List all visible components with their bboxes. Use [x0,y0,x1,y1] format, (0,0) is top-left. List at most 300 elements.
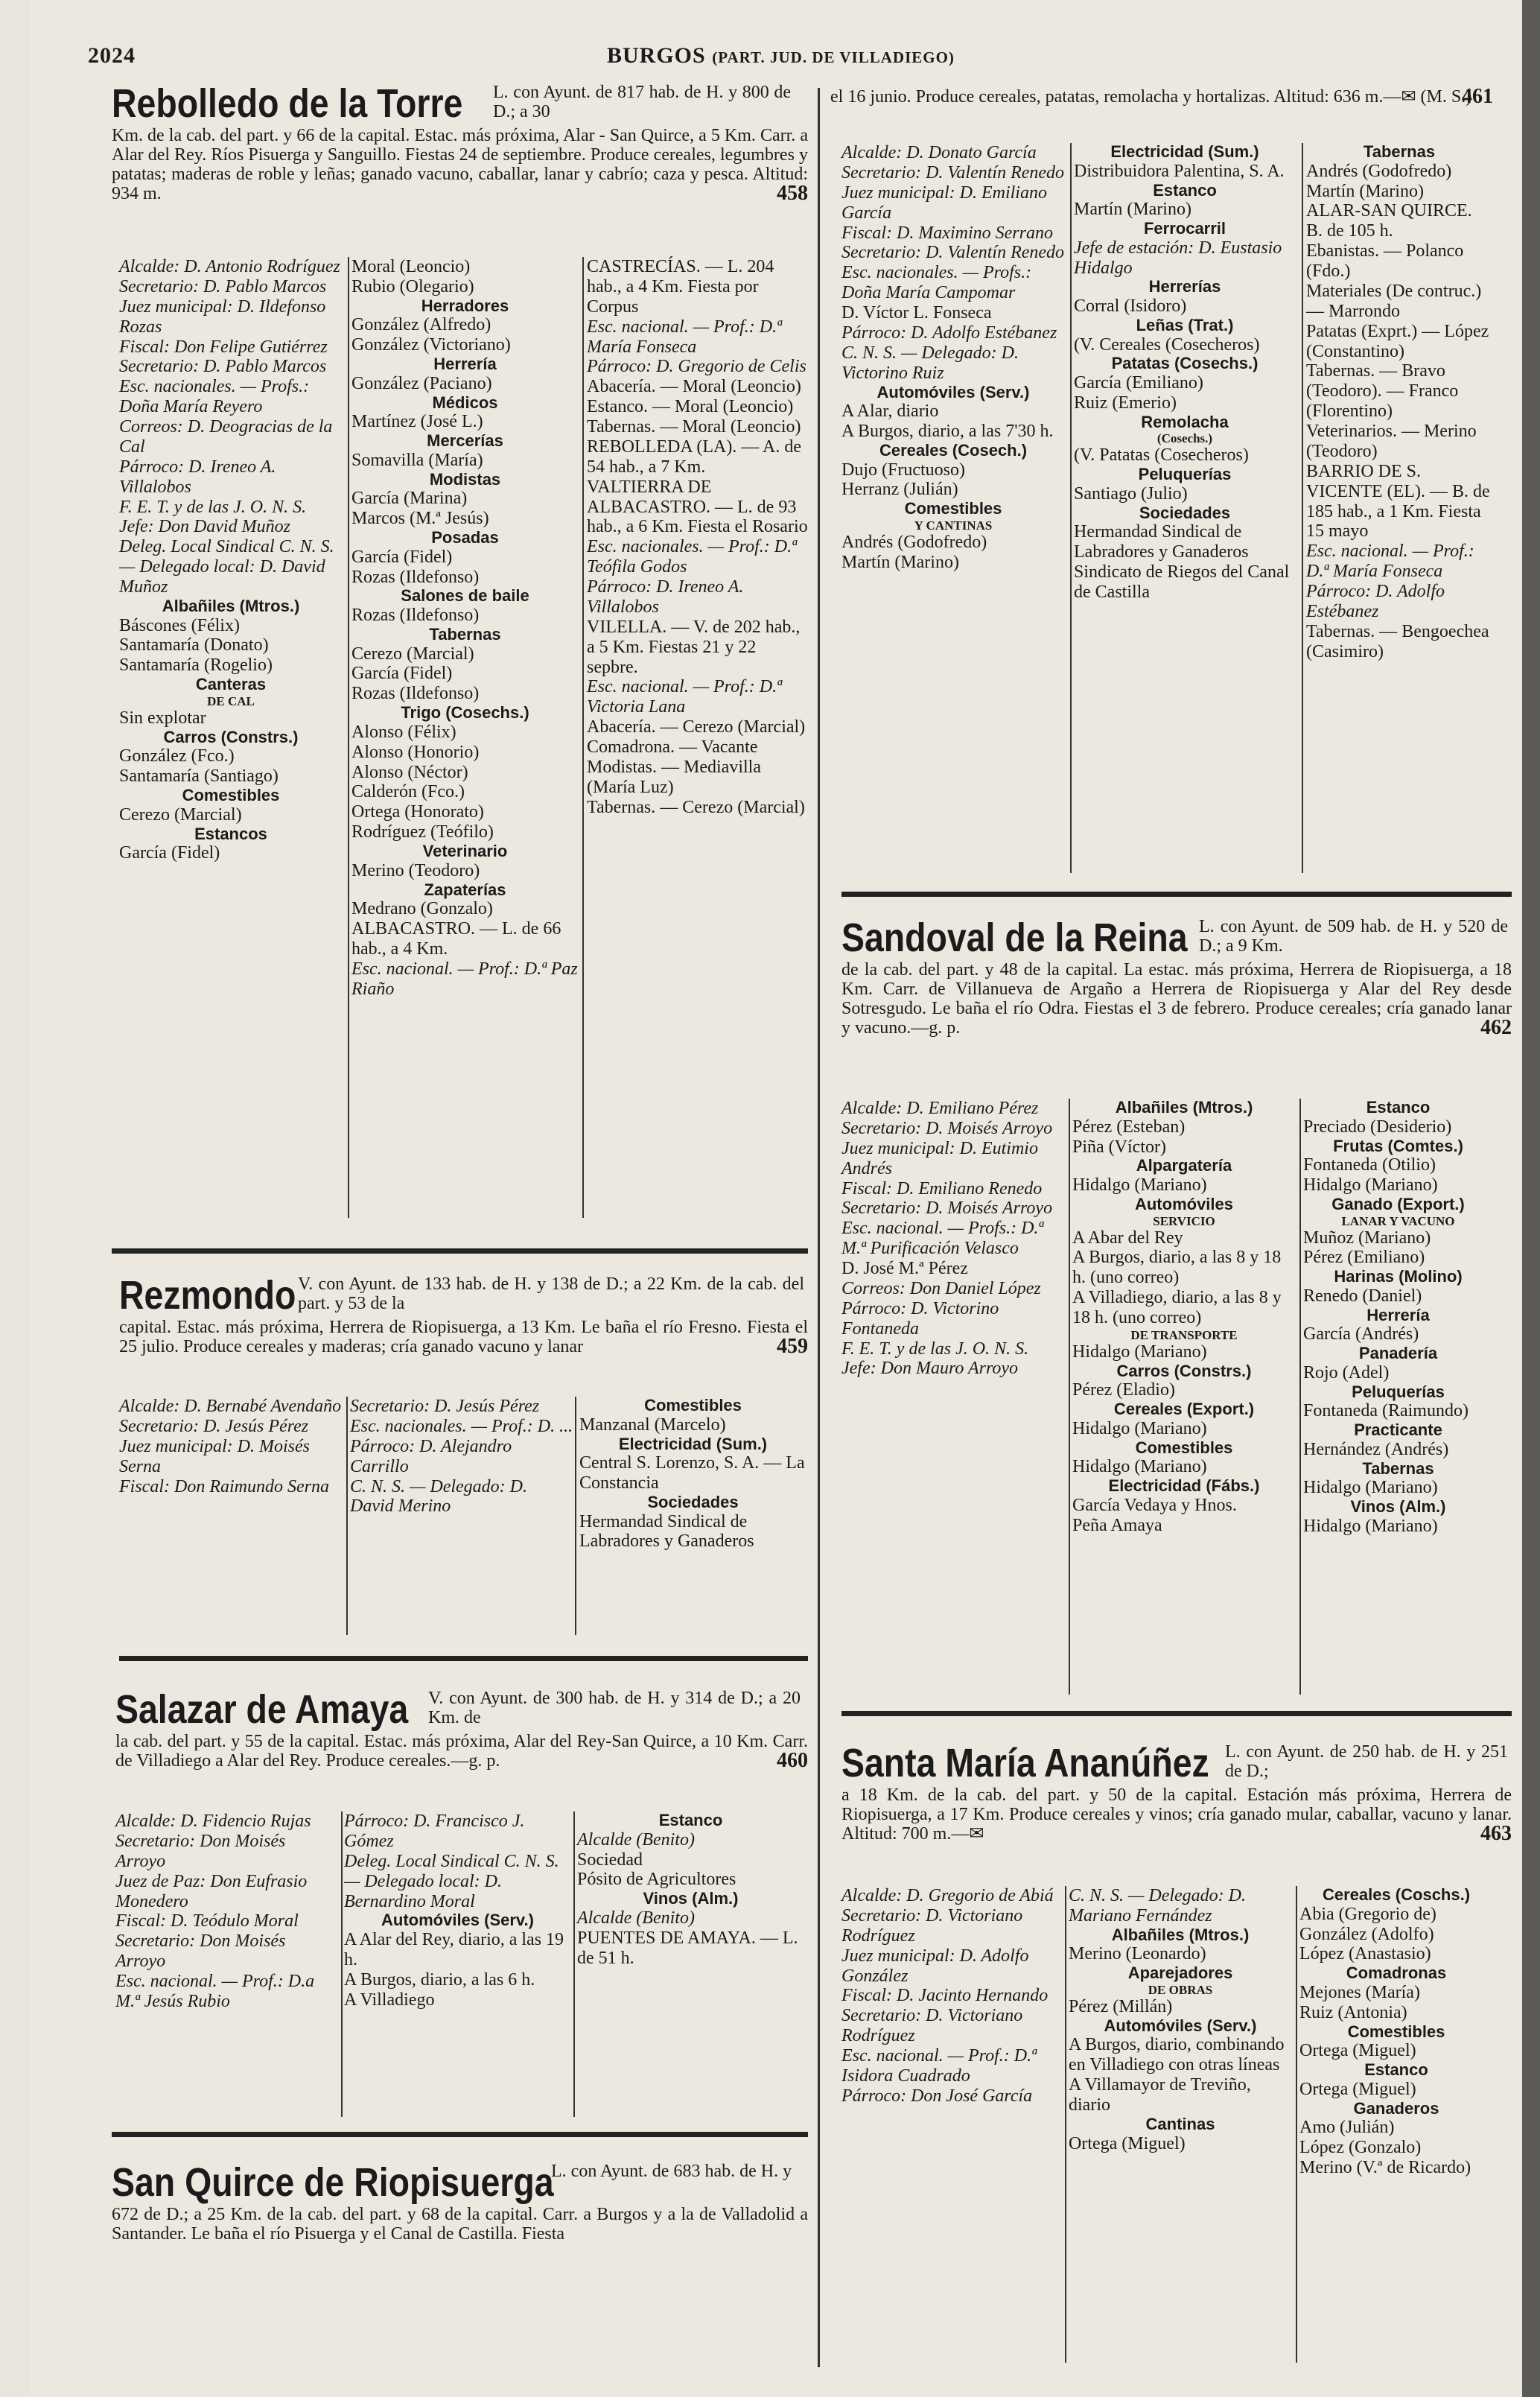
directory-line: Comadrona. — Vacante [587,737,758,757]
directory-line: Juez municipal: D. Moisés Serna [119,1436,310,1476]
directory-line: Carros (Constrs.) [163,727,299,746]
san-quirce-localities-column [1306,143,1492,662]
directory-line: Esc. nacionales. — Profs.: Doña María Reyero [119,377,310,417]
section-rule [841,1711,1512,1716]
directory-line: Preciado (Desiderio) [1303,1117,1452,1137]
directory-line: Peluquerías [1138,465,1232,484]
directory-line: Juez de Paz: Don Eufrasio Monedero [115,1871,308,1911]
directory-line: Martín (Marino) [1074,200,1191,220]
directory-line: Alonso (Néctor) [351,762,468,782]
directory-line: Párroco: D. Adolfo Estébanez [1306,582,1445,621]
directory-line: Tabernas [1363,142,1436,161]
directory-line: Párroco: D. Ireneo A. Villalobos [119,457,276,497]
directory-line: Comestibles [644,1396,742,1415]
rebolledo-officials-column [119,257,343,863]
directory-line: Veterinario [422,842,508,860]
directory-line: Aparejadores [1127,1963,1233,1983]
column-divider [1070,143,1072,873]
sandoval-trades-column-2 [1303,1099,1493,1537]
directory-line: Esc. nacional. — Prof.: D.ª Paz Riaño [351,959,578,999]
directory-line: Hidalgo (Mariano) [1072,1418,1207,1438]
directory-line: Esc. nacional. — Profs.: D.ª M.ª Purificación Velasco [841,1219,1044,1259]
directory-line: Electricidad (Fábs.) [1108,1476,1260,1496]
directory-line: Martínez (José L.) [351,412,483,432]
directory-line: Esc. nacionales. — Profs.: Doña María Campomar [841,263,1032,303]
directory-line: Estancos [194,824,267,843]
directory-line: Báscones (Félix) [119,615,240,635]
directory-line: Párroco: D. Ireneo A. Villalobos [587,577,744,617]
directory-line: Tabernas. — Moral (Leoncio) [587,417,801,436]
directory-line: A Villamayor de Treviño, diario [1069,2075,1251,2115]
directory-line: Rozas (Ildefonso) [351,606,480,625]
directory-line: Estanco [1153,180,1217,200]
entry-sandoval [841,915,1512,1040]
directory-line: (V. Cereales (Cosecheros) [1074,334,1260,355]
directory-line: Dujo (Fructuoso) [841,460,965,480]
directory-line: Estanco [1366,1098,1431,1117]
directory-line: Herrerías [1148,277,1221,296]
directory-line: Salones de baile [401,586,529,606]
directory-line: García Vedaya y Hnos. [1072,1495,1237,1515]
directory-line: Materiales (De contruc.) — Marrondo [1306,281,1482,321]
directory-line: Secretario: D. Pablo Marcos [119,357,327,377]
directory-line: Zapaterías [424,880,506,899]
directory-line: Rozas (Ildefonso) [351,567,480,587]
directory-line: A Villadiego [344,1990,435,2010]
directory-line: Hidalgo (Mariano) [1072,1175,1207,1195]
directory-line: Vinos (Alm.) [643,1889,739,1908]
directory-line: Sociedades [647,1492,739,1511]
entry-san-quirce-continued [830,84,1493,109]
directory-line: Automóviles (Serv.) [876,382,1030,401]
directory-line: Ganaderos [1353,2098,1439,2118]
directory-line: Marcos (M.ª Jesús) [351,509,489,529]
directory-line: Automóviles (Serv.) [381,1911,534,1930]
section-rule [112,1248,808,1254]
directory-line: Hidalgo (Mariano) [1303,1175,1438,1195]
directory-line: Ortega (Miguel) [1299,2079,1416,2099]
directory-line: Pósito de Agricultores [577,1870,736,1890]
directory-line: Secretario: Don Moisés Arroyo [115,1831,286,1871]
directory-line: Rozas (Ildefonso) [351,684,480,704]
directory-line: D. Víctor L. Fonseca [841,303,992,323]
directory-line: Alcalde: D. Gregorio de Abiá [841,1886,1054,1905]
directory-line: Fiscal: D. Jacinto Hernando [841,1986,1049,2006]
directory-line: Martín (Marino) [841,552,959,572]
salazar-officials-column [115,1812,339,2012]
rezmondo-services-column [350,1397,573,1517]
entry-number: 459 [777,1334,808,1358]
page-edge [1522,0,1540,2397]
section-rule [112,2132,808,2137]
rebolledo-trades-column [351,257,579,1000]
directory-line: Merino (Teodoro) [351,860,480,880]
directory-line: Mejones (María) [1299,1982,1420,2002]
directory-line: Párroco: Don José García [841,2086,1033,2106]
directory-line: VILELLA. — V. de 202 hab., a 5 Km. Fiestas 21 y 22 sepbre. [587,617,801,677]
column-divider [582,257,584,1218]
directory-line: Distribuidora Palentina, S. A. [1074,161,1285,181]
directory-line: A Villadiego, diario, a las 8 y 18 h. (uno correo) [1072,1288,1282,1328]
directory-line: F. E. T. y de las J. O. N. S. [119,497,307,517]
directory-line: Andrés (Godofredo) [1306,161,1452,181]
directory-line: Correos: D. Deogracias de la Cal [119,417,333,457]
column-divider [348,257,349,1218]
directory-line: Fiscal: D. Emiliano Renedo [841,1178,1043,1198]
column-divider [1069,1099,1070,1695]
directory-line: González (Fco.) [119,746,235,766]
directory-line: Piña (Víctor) [1072,1137,1166,1157]
directory-line: Deleg. Local Sindical C. N. S. — Delegado local: D. Bernardino Moral [344,1851,559,1911]
directory-line: A Burgos, diario, a las 7'30 h. [841,422,1054,441]
directory-line: Peluquerías [1352,1382,1445,1401]
directory-line: Herrería [1366,1305,1430,1324]
directory-line: Jefe: Don Mauro Arroyo [841,1359,1019,1379]
directory-line: Fiscal: D. Maximino Serrano [841,223,1053,243]
directory-line: Albañiles (Mtros.) [162,596,300,615]
directory-line: Automóviles [1134,1194,1234,1213]
directory-line: González (Paciano) [351,373,492,393]
directory-line: Médicos [432,393,498,412]
directory-line: Pérez (Esteban) [1072,1117,1186,1137]
directory-line: D. José M.ª Pérez [841,1259,968,1278]
directory-line: García (Emiliano) [1074,373,1203,393]
directory-line: Electricidad (Sum.) [618,1434,768,1453]
sandoval-trades-column [1072,1099,1296,1536]
directory-line: Sociedades [1139,503,1231,522]
directory-line: Sindicato de Riegos del Canal de Castilla [1074,562,1290,603]
directory-line: Secretario: D. Pablo Marcos [119,276,327,296]
directory-line: Secretario: D. Valentín Renedo [841,162,1065,182]
directory-line: Esc. nacionales. — Prof.: D.ª Teófila Godos [587,537,797,577]
directory-line: Trigo (Cosechs.) [401,703,529,723]
directory-line: DE OBRAS [1148,1982,1213,1997]
directory-line: Moral (Leoncio) [351,257,471,276]
directory-line: Secretario: D. Valentín Renedo [841,243,1065,263]
entry-description-lead: L. con Ayunt. de 250 hab. de H. y 251 de D.; [1225,1742,1508,1781]
entry-santa-maria [841,1743,1512,1846]
directory-line: A Abar del Rey [1072,1228,1183,1248]
directory-line: Ebanistas. — Polanco (Fdo.) [1306,241,1464,281]
directory-line: Juez municipal: D. Eutimio Andrés [841,1138,1038,1178]
entry-number: 462 [1480,1015,1512,1039]
entry-description: 672 de D.; a 25 Km. de la cab. del part. y 68 de la capital. Carr. a Burgos y a la de Valladolid a Santander. Le baña el río Pisuerga y el Canal de Castilla. Fiesta [112,2205,808,2244]
directory-line: Vinos (Alm.) [1350,1497,1446,1517]
directory-line: C. N. S. — Delegado: D. Victorino Ruiz [841,343,1019,383]
district-name: (PART. JUD. DE VILLADIEGO) [712,48,955,66]
directory-line: Herradores [421,296,509,315]
directory-line: Alcalde: D. Emiliano Pérez [841,1099,1039,1118]
directory-line: Pérez (Millán) [1069,1996,1173,2016]
directory-line: Rojo (Adel) [1303,1362,1390,1382]
column-divider [341,1812,343,2117]
directory-line: A Alar del Rey, diario, a las 19 h. [344,1930,564,1969]
entry-number: 458 [777,181,808,205]
directory-line: Sociedad [577,1850,643,1870]
directory-line: Fontaneda (Raimundo) [1303,1401,1469,1421]
directory-line: Practicante [1354,1420,1442,1440]
directory-line: Santamaría (Santiago) [119,766,279,787]
entry-salazar [115,1689,808,1773]
directory-line: Alcalde: D. Donato García [841,143,1037,162]
entry-san-quirce [112,2162,808,2244]
directory-line: Esc. nacional. — Prof.: D.ª María Fonseca [587,317,782,357]
directory-line: Corral (Isidoro) [1074,296,1187,316]
directory-line: Cereales (Cosech.) [879,440,1028,460]
directory-line: Modistas [429,469,501,489]
directory-line: Ferrocarril [1143,219,1226,238]
region-name: BURGOS [607,43,706,68]
directory-line: Hidalgo (Mariano) [1072,1457,1207,1477]
directory-line: Cereales (Coschs.) [1322,1885,1471,1904]
salazar-services-column [344,1812,571,2010]
directory-line: Esc. nacionales. — Prof.: D. ... [350,1416,573,1436]
directory-line: Muñoz (Mariano) [1303,1228,1431,1248]
directory-line: Hidalgo (Mariano) [1303,1516,1438,1536]
directory-line: Carros (Constrs.) [1116,1361,1252,1380]
directory-line: Párroco: D. Adolfo Estébanez [841,323,1057,343]
directory-line: Fiscal: Don Felipe Gutiérrez [119,337,328,357]
directory-line: ALAR-SAN QUIRCE. B. de 105 h. [1306,201,1472,241]
directory-line: Tabernas. — Bengoechea (Casimiro) [1306,621,1489,661]
entry-number: 461 [1462,84,1493,108]
directory-line: Martín (Marino) [1306,181,1424,201]
directory-line: PUENTES DE AMAYA. — L. de 51 h. [577,1928,798,1968]
directory-line: López (Gonzalo) [1299,2138,1422,2158]
directory-line: Rubio (Olegario) [351,276,474,296]
directory-line: Harinas (Molino) [1334,1267,1463,1286]
directory-line: Párroco: D. Francisco J. Gómez [344,1812,525,1851]
directory-line: González (Adolfo) [1299,1924,1434,1944]
directory-line: Jefe: Don David Muñoz [119,517,290,537]
directory-line: Ganado (Export.) [1331,1194,1465,1213]
entry-title: Santa María Ananúñez [841,1741,1209,1785]
entry-title: Sandoval de la Reina [841,915,1188,960]
entry-description-lead: V. con Ayunt. de 300 hab. de H. y 314 de D.; a 20 Km. de [428,1689,801,1727]
directory-line: Veterinarios. — Merino (Teodoro) [1306,422,1477,461]
rezmondo-officials-column [119,1397,343,1496]
directory-line: BARRIO DE S. VICENTE (EL). — B. de 185 hab., a 1 Km. Fiesta 15 mayo [1306,461,1490,542]
sandoval-officials-column [841,1099,1065,1379]
directory-line: Rodríguez (Teófilo) [351,822,494,842]
directory-line: F. E. T. y de las J. O. N. S. [841,1339,1029,1359]
rebolledo-localities-column [587,257,810,818]
directory-line: A Alar, diario [841,401,939,422]
directory-line: SERVICIO [1153,1213,1215,1228]
entry-rebolledo [112,83,808,206]
directory-line: Alcalde: D. Bernabé Avendaño [119,1397,342,1416]
directory-line: Y CANTINAS [914,518,993,533]
directory-line: Estanco. — Moral (Leoncio) [587,397,794,417]
directory-line: C. N. S. — Delegado: D. Mariano Fernández [1069,1886,1246,1925]
entry-description-lead: L. con Ayunt. de 817 hab. de H. y 800 de D.; a 30 [493,83,791,121]
directory-line: Peña Amaya [1072,1515,1162,1535]
directory-line: Santamaría (Rogelio) [119,655,273,676]
entry-title: Salazar de Amaya [115,1687,409,1732]
entry-title: Rebolledo de la Torre [112,81,463,126]
directory-line: Cerezo (Marcial) [119,804,242,825]
entry-description: Km. de la cab. del part. y 66 de la capital. Estac. más próxima, Alar - San Quirce, a 5 Km. Carr. a Alar del Rey. Ríos Pisuerga y Sanguillo. Fiestas 24 de septiembre. Produce cereales, legumbres y patatas; maderas de roble y leñas; ganado vacuno, caballar, lanar y cabrío; caza y pesca. Altitud: 934 m. [112,126,808,203]
directory-line: Fontaneda (Otilio) [1303,1155,1436,1175]
salazar-trades-column [577,1812,804,1969]
directory-line: Ruiz (Antonia) [1299,2002,1407,2022]
directory-line: García (Fidel) [119,843,220,863]
directory-line: Tabernas. — Bravo (Teodoro). — Franco (Florentino) [1306,361,1459,422]
directory-line: Panadería [1358,1344,1438,1363]
entry-title: Rezmondo [119,1273,296,1318]
section-rule [841,892,1512,897]
directory-line: A Burgos, diario, a las 6 h. [344,1969,535,1990]
santa-maria-trades-column-2 [1299,1886,1493,2178]
column-divider [346,1397,348,1635]
directory-line: (V. Patatas (Cosecheros) [1074,445,1249,466]
column-divider [1302,143,1303,873]
directory-line: Deleg. Local Sindical C. N. S. — Delegado local: D. David Muñoz [119,537,334,597]
entry-description: capital. Estac. más próxima, Herrera de Riopisuerga, a 13 Km. Le baña el río Fresno. Fiesta el 25 julio. Produce cereales y maderas; cría ganado vacuno y lanar [119,1318,808,1356]
entry-description-lead: L. con Ayunt. de 683 hab. de H. y [551,2162,792,2181]
page-number: 2024 [88,43,136,68]
directory-line: García (Fidel) [351,547,453,567]
entry-number: 463 [1480,1821,1512,1845]
directory-line: Secretario: Don Moisés Arroyo [115,1931,286,1972]
directory-line: Posadas [431,528,499,547]
directory-line: Jefe de estación: D. Eustasio Hidalgo [1074,238,1282,278]
directory-line: García (Marina) [351,489,468,509]
entry-title: San Quirce de Riopisuerga [112,2160,554,2205]
directory-line: López (Anastasio) [1299,1944,1431,1964]
column-divider [1065,1886,1066,2363]
directory-line: Estanco [658,1811,723,1829]
column-divider [1299,1099,1301,1695]
directory-line: Modistas. — Mediavilla (María Luz) [587,757,761,797]
column-divider [573,1812,575,2117]
directory-line: Alcalde (Benito) [577,1829,695,1850]
directory-line: Secretario: D. Jesús Pérez [119,1416,309,1436]
directory-line: Estanco [1364,2060,1428,2080]
rezmondo-trades-column [579,1397,806,1552]
directory-line: Albañiles (Mtros.) [1115,1098,1253,1117]
directory-line: García (Fidel) [351,664,453,684]
column-divider [575,1397,576,1635]
directory-line: Juez municipal: D. Emiliano García [841,182,1047,223]
directory-line: Secretario: D. Victoriano Rodríguez [841,1905,1023,1946]
directory-line: Comestibles [904,499,1002,518]
directory-line: A Burgos, diario, combinando en Villadiego con otras líneas [1069,2035,1285,2075]
directory-line: Medrano (Gonzalo) [351,899,493,919]
directory-line: Esc. nacional. — Prof.: D.ª Victoria Lana [587,677,782,717]
directory-line: Herranz (Julián) [841,480,958,500]
santa-maria-trades-column [1069,1886,1292,2153]
directory-line: Andrés (Godofredo) [841,532,987,552]
directory-line: González (Victoriano) [351,335,511,355]
directory-line: Ruiz (Emerio) [1074,393,1177,413]
directory-line: Cerezo (Marcial) [351,644,474,664]
directory-line: Secretario: D. Victoriano Rodríguez [841,2006,1023,2046]
directory-line: Fiscal: Don Raimundo Serna [119,1476,329,1496]
directory-line: Ortega (Miguel) [1069,2133,1186,2153]
san-quirce-officials-column [841,143,1065,573]
directory-line: Central S. Lorenzo, S. A. — La Constancia [579,1453,805,1493]
directory-line: Esc. nacional. — Prof.: D.a M.ª Jesús Rubio [115,1972,315,2011]
directory-line: Herrería [433,355,497,374]
page-column-divider [818,88,820,2367]
directory-line: REBOLLEDA (LA). — A. de 54 hab., a 7 Km. [587,436,801,477]
running-head [607,43,955,69]
directory-line: Canteras [195,675,267,694]
directory-line: Fiscal: D. Teódulo Moral [115,1911,299,1931]
directory-line: Sin explotar [119,708,206,728]
directory-line: Esc. nacional. — Prof.: D.ª María Fonseca [1306,542,1474,582]
directory-line: Comestibles [182,786,280,805]
directory-line: Ortega (Honorato) [351,802,484,822]
directory-line: Tabernas. — Cerezo (Marcial) [587,797,805,817]
directory-line: Comestibles [1347,2022,1445,2041]
directory-line: Alcalde: D. Antonio Rodríguez [119,257,340,276]
directory-line: Alcalde (Benito) [577,1908,695,1928]
directory-line: LANAR Y VACUNO [1341,1213,1455,1228]
directory-line: Cereales (Export.) [1113,1400,1255,1419]
directory-line: Abacería. — Moral (Leoncio) [587,377,801,397]
santa-maria-officials-column [841,1886,1061,2106]
directory-line: Santamaría (Donato) [119,635,269,655]
directory-line: Santiago (Julio) [1074,483,1188,504]
entry-description-lead: V. con Ayunt. de 133 hab. de H. y 138 de D.; a 22 Km. de la cab. del part. y 53 de la [298,1274,804,1313]
directory-line: Merino (Leonardo) [1069,1944,1206,1964]
directory-line: Comestibles [1135,1438,1233,1457]
directory-line: Tabernas [1362,1458,1434,1478]
directory-line: Alonso (Félix) [351,722,456,742]
directory-line: Alonso (Honorio) [351,742,480,762]
directory-line: DE CAL [207,693,255,708]
directory-line: Patatas (Exprt.) — López (Constantino) [1306,321,1489,361]
directory-line: DE TRANSPORTE [1130,1327,1238,1342]
directory-line: (Cosechs.) [1156,431,1213,446]
directory-line: Hidalgo (Mariano) [1303,1478,1438,1498]
directory-line: Renedo (Daniel) [1303,1286,1422,1306]
directory-line: Mercerías [427,431,503,451]
directory-line: Comadronas [1346,1963,1447,1983]
directory-line: C. N. S. — Delegado: D. David Merino [350,1476,527,1517]
directory-line: Juez municipal: D. Adolfo González [841,1946,1029,1986]
directory-line: VALTIERRA DE ALBACASTRO. — L. de 93 hab., a 6 Km. Fiesta el Rosario [587,477,808,537]
directory-line: Párroco: D. Gregorio de Celis [587,357,806,377]
directory-line: Abacería. — Cerezo (Marcial) [587,717,806,737]
directory-line: Leñas (Trat.) [1136,315,1234,334]
entry-number: 460 [777,1748,808,1772]
directory-line: Hermandad Sindical de Labradores y Ganaderos [579,1511,754,1552]
entry-description-lead: L. con Ayunt. de 509 hab. de H. y 520 de D.; a 9 Km. [1199,917,1508,956]
directory-line: Frutas (Comtes.) [1333,1136,1463,1155]
directory-line: Secretario: D. Jesús Pérez [350,1397,540,1416]
directory-line: Abia (Gregorio de) [1299,1904,1436,1924]
column-divider [1296,1886,1297,2363]
entry-description: de la cab. del part. y 48 de la capital. La estac. más próxima, Herrera de Riopisuerga, a 18 Km. Carr. de Villanueva de Argaño a Herrera de Riopisuerga y Alar del Rey desde Sotresgudo. Le baña el río Odra. Fiestas el 3 de febrero. Produce cereales; cría ganado lanar y vacuno.—g. p. [841,960,1512,1038]
entry-rezmondo [119,1275,808,1359]
directory-line: Merino (V.ª de Ricardo) [1299,2158,1471,2177]
directory-line: Somavilla (María) [351,450,483,470]
directory-line: Esc. nacional. — Prof.: D.ª Isidora Cuadrado [841,2046,1037,2086]
directory-line: ALBACASTRO. — L. de 66 hab., a 4 Km. [351,919,561,959]
entry-description: la cab. del part. y 55 de la capital. Estac. más próxima, Alar del Rey-San Quirce, a 10 Km. Carr. de Villadiego a Alar del Rey. Produce cereales.—g. p. [115,1732,808,1771]
directory-line: Patatas (Cosechs.) [1111,354,1259,373]
directory-line: Hidalgo (Mariano) [1072,1342,1207,1362]
directory-line: Automóviles (Serv.) [1104,2016,1257,2035]
directory-line: González (Alfredo) [351,315,491,335]
directory-line: Calderón (Fco.) [351,782,465,802]
directory-line: Párroco: D. Alejandro Carrillo [350,1436,512,1476]
directory-line: Electricidad (Sum.) [1110,142,1259,161]
directory-line: Correos: Don Daniel López [841,1278,1041,1298]
